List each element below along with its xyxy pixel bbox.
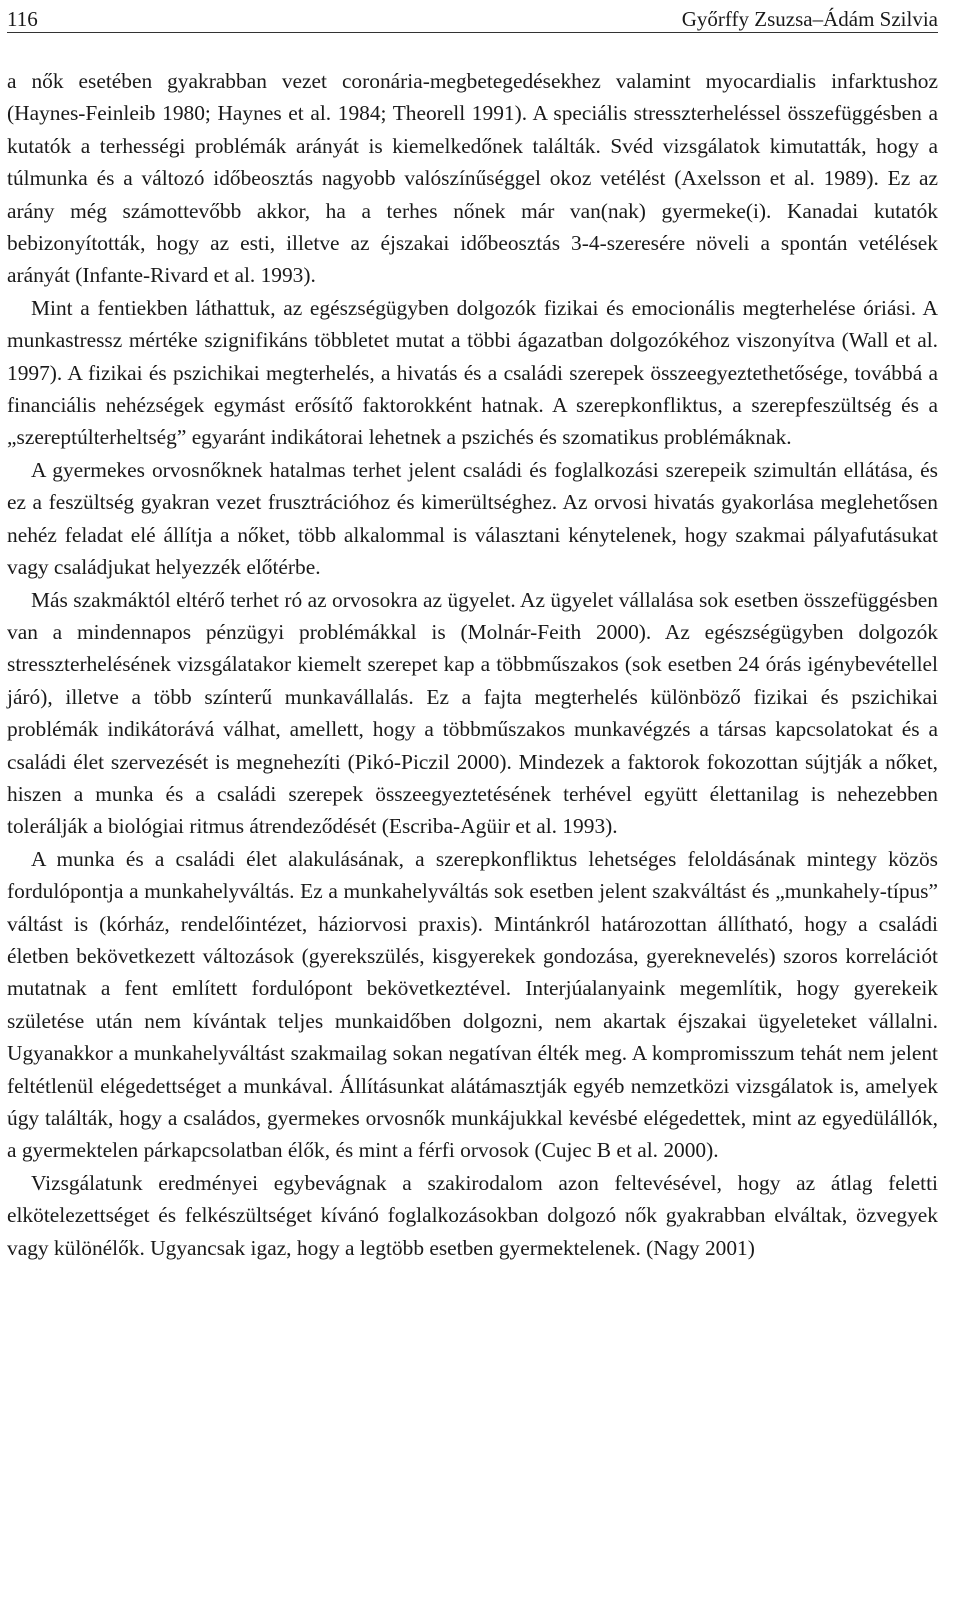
body-text bbox=[7, 65, 938, 1264]
paragraph-2: Mint a fentiekben láthattuk, az egészségügyben dolgozók fizikai és emocionális megterhelése óriási. A munkastressz mértéke szignifikáns többletet mutat a többi ágazatban dolgozókéhoz viszonyítva (Wall et al. 1997). A fizikai és pszichikai megterhelés, a hivatás és a családi szerepek összeegyeztethetősége, továbbá a financiális nehézségek egymást erősítő faktorokként hatnak. A szerepkonfliktus, a szerepfeszültség és a „szereptúlterheltség” egyaránt indikátorai lehetnek a pszichés és szomatikus problémáknak. bbox=[7, 295, 938, 450]
paragraph-3: A gyermekes orvosnőknek hatalmas terhet jelent családi és foglalkozási szerepeik szimultán ellátása, és ez a feszültség gyakran vezet frusztrációhoz és kimerültséghez. Az orvosi hivatás gyakorlása meglehetősen nehéz feladat elé állítja a nőket, több alkalommal is választani kénytelenek, hogy szakmai pályafutásukat vagy családjukat helyezzék előtérbe. bbox=[7, 457, 938, 580]
running-header bbox=[7, 0, 938, 33]
running-header-authors: Győrffy Zsuzsa–Ádám Szilvia bbox=[681, 7, 938, 31]
paragraph-1: a nők esetében gyakrabban vezet coronária-megbetegedésekhez valamint myocardialis infarktushoz (Haynes-Feinleib 1980; Haynes et al. 1984; Theorell 1991). A speciális stresszterheléssel összefüggésben a kutatók a terhességi problémák arányát is kiemelkedőnek találták. Svéd vizsgálatok kimutatták, hogy a túlmunka és a változó időbeosztás nagyobb valószínűséggel okoz vetélést (Axelsson et al. 1989). Ez az arány még számottevőbb akkor, ha a terhes nőnek már van(nak) gyermeke(i). Kanadai kutatók bebizonyították, hogy az esti, illetve az éjszakai időbeosztás 3-4-szeresére növeli a spontán vetélések arányát (Infante-Rivard et al. 1993). bbox=[7, 69, 938, 288]
paragraph-4: Más szakmáktól eltérő terhet ró az orvosokra az ügyelet. Az ügyelet vállalása sok esetben összefüggésben van a mindennapos pénzügyi problémákkal is (Molnár-Feith 2000). Az egészségügyben dolgozók stresszterhelésének vizsgálatakor kiemelt szerepet kap a többműszakos (sok esetben 24 órás igénybevétellel járó), illetve a több színterű munkavállalás. Ez a fajta megterhelés különböző fizikai és pszichikai problémák indikátorává válhat, amellett, hogy a többműszakos munkavégzés a társas kapcsolatokat és a családi élet szervezését is megnehezíti (Pikó-Piczil 2000). Mindezek a faktorok fokozottan sújtják a nőket, hiszen a munka és a családi szerepek összeegyeztetésének terhével együtt élettanilag is nehezebben tolerálják a biológiai ritmus átrendeződését (Escriba-Agüir et al. 1993). bbox=[7, 587, 938, 839]
page-number: 116 bbox=[7, 7, 38, 31]
paragraph-5: A munka és a családi élet alakulásának, a szerepkonfliktus lehetséges feloldásának mintegy közös fordulópontja a munkahelyváltás. Ez a munkahelyváltás sok esetben jelent szakváltást és „munkahely-típus” váltást is (kórház, rendelőintézet, háziorvosi praxis). Mintánkról határozottan állítható, hogy a családi életben bekövetkezett változások (gyerekszülés, kisgyerekek gondozása, gyereknevelés) szoros korrelációt mutatnak a fent említett fordulópont bekövetkeztével. Interjúalanyaink megemlítik, hogy gyerekeik születése után nem kívántak teljes munkaidőben dolgozni, nem akartak éjszakai ügyeleteket vállalni. Ugyanakkor a munkahelyváltást szakmailag sokan negatívan élték meg. A kompromisszum tehát nem jelent feltétlenül elégedettséget a munkával. Állításunkat alátámasztják egyéb nemzetközi vizsgálatok is, amelyek úgy találták, hogy a családos, gyermekes orvosnők munkájukkal kevésbé elégedettek, mint az egyedülállók, a gyermektelen párkapcsolatban élők, és mint a férfi orvosok (Cujec B et al. 2000). bbox=[7, 846, 938, 1163]
paragraph-6: Vizsgálatunk eredményei egybevágnak a szakirodalom azon feltevésével, hogy az átlag feletti elkötelezettséget és felkészültséget kívánó foglalkozásokban dolgozó nők gyakrabban elváltak, özvegyek vagy különélők. Ugyancsak igaz, hogy a legtöbb esetben gyermektelenek. (Nagy 2001) bbox=[7, 1170, 938, 1260]
